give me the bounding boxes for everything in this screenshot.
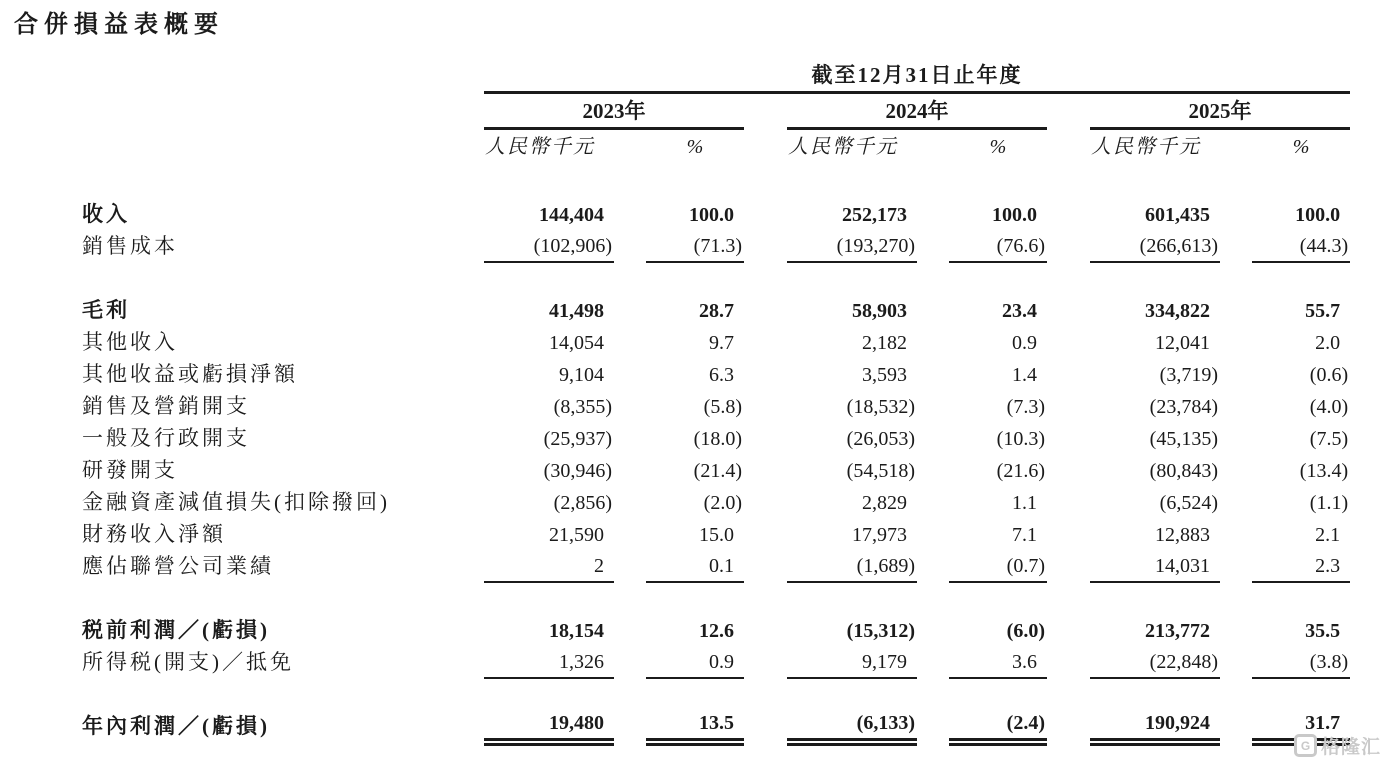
table-row (82, 518, 1350, 550)
amount-cell: 601,435 (1145, 204, 1210, 226)
percent-cell: (76.6) (949, 230, 1047, 262)
percent-cell: (4.0) (1309, 396, 1349, 418)
amount-cell: 12,041 (1155, 332, 1210, 354)
column-gap (1220, 358, 1252, 390)
table-row (82, 294, 1350, 326)
column-gap (1047, 710, 1090, 742)
unit-label: 人民幣千元 (1091, 136, 1201, 158)
amount-cell: (18,532) (846, 396, 915, 418)
row-label: 應佔聯營公司業績 (82, 554, 274, 578)
percent-cell: 2.3 (1252, 550, 1350, 582)
percent-cell: (2.0) (703, 492, 742, 514)
amount-cell: (266,613) (1090, 230, 1220, 262)
column-gap (744, 710, 787, 742)
percent-cell: (18.0) (693, 428, 742, 450)
percent-cell: 31.7 (1252, 710, 1350, 742)
column-gap (744, 326, 787, 358)
unit-label: 人民幣千元 (485, 136, 595, 158)
table-row (82, 358, 1350, 390)
amount-cell: (45,135) (1149, 428, 1218, 450)
spacer-row (82, 262, 1350, 294)
column-gap (1047, 422, 1090, 454)
percent-cell: 28.7 (699, 300, 734, 322)
table-row (82, 198, 1350, 230)
amount-cell: (25,937) (543, 428, 612, 450)
column-gap (1220, 646, 1252, 678)
column-gap (917, 230, 949, 262)
amount-cell: 2 (484, 550, 614, 582)
column-gap (744, 614, 787, 646)
percent-cell: (2.4) (949, 710, 1047, 742)
column-gap (614, 230, 646, 262)
amount-cell: 41,498 (549, 300, 604, 322)
year-header-row (82, 92, 1350, 128)
spacer-row (82, 160, 1350, 198)
column-gap (614, 198, 646, 230)
amount-cell: 1,326 (484, 646, 614, 678)
column-gap (1047, 390, 1090, 422)
percent-cell: (21.4) (693, 460, 742, 482)
column-gap (917, 128, 949, 160)
column-gap (917, 710, 949, 742)
empty-cell (82, 92, 484, 128)
column-gap (614, 326, 646, 358)
column-gap (1047, 128, 1090, 160)
percent-cell: 35.5 (1305, 620, 1341, 642)
percent-cell: 100.0 (689, 204, 734, 226)
amount-cell: 9,179 (787, 646, 917, 678)
column-gap (917, 486, 949, 518)
amount-cell: 144,404 (539, 204, 604, 226)
column-gap (1220, 550, 1252, 582)
percent-cell: 12.6 (699, 620, 734, 642)
column-gap (917, 614, 949, 646)
column-gap (1220, 454, 1252, 486)
percent-cell: 3.6 (949, 646, 1047, 678)
row-label: 研發開支 (82, 458, 178, 482)
amount-cell: 334,822 (1145, 300, 1210, 322)
column-gap (1047, 198, 1090, 230)
percent-cell: 6.3 (709, 364, 734, 386)
column-gap (1220, 128, 1252, 160)
percent-cell: (6.0) (1006, 620, 1045, 642)
column-gap (917, 198, 949, 230)
amount-cell: 9,104 (559, 364, 604, 386)
column-gap (744, 454, 787, 486)
amount-cell: (80,843) (1149, 460, 1218, 482)
column-gap (917, 550, 949, 582)
amount-cell: 18,154 (549, 620, 604, 642)
amount-cell: 14,031 (1090, 550, 1220, 582)
column-gap (1047, 326, 1090, 358)
amount-cell: 213,772 (1145, 620, 1210, 642)
unit-header-row (82, 128, 1350, 160)
percent-cell: 23.4 (1002, 300, 1037, 322)
percent-cell: 13.5 (646, 710, 744, 742)
column-gap (614, 128, 646, 160)
column-gap (917, 646, 949, 678)
column-gap (1220, 486, 1252, 518)
column-gap (1220, 230, 1252, 262)
table-row (82, 646, 1350, 678)
table-row (82, 390, 1350, 422)
column-gap (744, 198, 787, 230)
percent-cell: 9.7 (709, 332, 734, 354)
gelonghui-logo-text: 格隆汇 (1320, 737, 1381, 758)
column-gap (917, 294, 949, 326)
amount-cell: 3,593 (862, 364, 907, 386)
gelonghui-logo-icon: G (1294, 734, 1317, 757)
row-label: 財務收入淨額 (82, 522, 226, 546)
column-gap (1047, 294, 1090, 326)
amount-cell: (102,906) (484, 230, 614, 262)
unit-label: 人民幣千元 (788, 136, 898, 158)
percent-label: % (989, 136, 1007, 158)
table-row (82, 454, 1350, 486)
amount-cell: 21,590 (549, 524, 604, 546)
empty-cell (82, 56, 484, 92)
amount-cell: (22,848) (1090, 646, 1220, 678)
table-row (82, 422, 1350, 454)
column-gap (1220, 326, 1252, 358)
table-row (82, 614, 1350, 646)
column-gap (614, 358, 646, 390)
column-gap (744, 550, 787, 582)
percent-cell: 2.1 (1315, 524, 1341, 546)
column-gap (614, 454, 646, 486)
column-gap (614, 614, 646, 646)
amount-cell: (8,355) (553, 396, 612, 418)
column-gap (744, 358, 787, 390)
column-gap (744, 518, 787, 550)
percent-label: % (686, 136, 704, 158)
table-row (82, 486, 1350, 518)
empty-cell (82, 678, 1350, 710)
column-gap (1220, 294, 1252, 326)
amount-cell: 2,182 (862, 332, 907, 354)
percent-cell: 0.9 (1012, 332, 1037, 354)
column-gap (744, 294, 787, 326)
year-header-2024: 2024年 (787, 92, 1047, 128)
column-gap (614, 486, 646, 518)
column-gap (1047, 230, 1090, 262)
percent-cell: 0.1 (646, 550, 744, 582)
empty-cell (82, 128, 484, 160)
column-gap (1047, 614, 1090, 646)
percent-cell: (44.3) (1252, 230, 1350, 262)
year-header-2025: 2025年 (1090, 92, 1350, 128)
page-title: 合併損益表概要 (14, 12, 224, 38)
amount-cell: 17,973 (852, 524, 907, 546)
row-label: 金融資產減值損失(扣除撥回) (82, 490, 390, 514)
percent-cell: (7.5) (1309, 428, 1349, 450)
amount-cell: (1,689) (787, 550, 917, 582)
amount-cell: (26,053) (846, 428, 915, 450)
column-gap (917, 390, 949, 422)
column-gap (1047, 518, 1090, 550)
percent-cell: (21.6) (996, 460, 1045, 482)
column-gap (1220, 422, 1252, 454)
amount-cell: 12,883 (1155, 524, 1210, 546)
percent-cell: 2.0 (1315, 332, 1341, 354)
empty-cell (82, 262, 1350, 294)
percent-cell: (3.8) (1252, 646, 1350, 678)
percent-cell: 100.0 (1295, 204, 1341, 226)
column-gap (614, 646, 646, 678)
amount-cell: (23,784) (1149, 396, 1218, 418)
amount-cell: (6,133) (787, 710, 917, 742)
column-gap (744, 486, 787, 518)
column-gap (744, 230, 787, 262)
percent-cell: 1.1 (1012, 492, 1037, 514)
period-header-row (82, 56, 1350, 92)
percent-label: % (1292, 136, 1310, 158)
amount-cell: (54,518) (846, 460, 915, 482)
percent-cell: (7.3) (1006, 396, 1045, 418)
column-gap (744, 92, 787, 128)
table-row (82, 326, 1350, 358)
row-label: 其他收益或虧損淨額 (82, 362, 298, 386)
table-row (82, 230, 1350, 262)
column-gap (1220, 198, 1252, 230)
amount-cell: 14,054 (549, 332, 604, 354)
column-gap (1047, 646, 1090, 678)
amount-cell: 252,173 (842, 204, 907, 226)
percent-cell: (1.1) (1309, 492, 1349, 514)
percent-cell: (0.7) (949, 550, 1047, 582)
column-gap (1047, 454, 1090, 486)
amount-cell: 190,924 (1090, 710, 1220, 742)
amount-cell: (193,270) (787, 230, 917, 262)
amount-cell: (30,946) (543, 460, 612, 482)
row-label: 年內利潤／(虧損) (82, 714, 270, 738)
row-label: 收入 (82, 202, 130, 226)
column-gap (1220, 614, 1252, 646)
income-statement-table (82, 56, 1350, 746)
percent-cell: (71.3) (646, 230, 744, 262)
column-gap (614, 294, 646, 326)
percent-cell: 100.0 (992, 204, 1037, 226)
percent-cell: 1.4 (1012, 364, 1037, 386)
row-label: 銷售及營銷開支 (82, 394, 250, 418)
column-gap (1047, 550, 1090, 582)
year-header-2023: 2023年 (484, 92, 744, 128)
column-gap (1047, 486, 1090, 518)
period-header: 截至12月31日止年度 (484, 56, 1350, 92)
amount-cell: (3,719) (1159, 364, 1218, 386)
amount-cell: (15,312) (846, 620, 915, 642)
column-gap (614, 422, 646, 454)
column-gap (917, 326, 949, 358)
column-gap (614, 550, 646, 582)
percent-cell: (5.8) (703, 396, 742, 418)
amount-cell: (6,524) (1159, 492, 1218, 514)
percent-cell: 0.9 (646, 646, 744, 678)
empty-cell (82, 160, 1350, 198)
row-label: 一般及行政開支 (82, 426, 250, 450)
percent-cell: 55.7 (1305, 300, 1341, 322)
column-gap (1047, 92, 1090, 128)
row-label: 税前利潤／(虧損) (82, 618, 270, 642)
percent-cell: (0.6) (1309, 364, 1349, 386)
amount-cell: (2,856) (553, 492, 612, 514)
table-row (82, 710, 1350, 742)
column-gap (614, 518, 646, 550)
percent-cell: (10.3) (996, 428, 1045, 450)
column-gap (744, 422, 787, 454)
column-gap (614, 390, 646, 422)
column-gap (917, 358, 949, 390)
column-gap (744, 128, 787, 160)
row-label: 所得税(開支)／抵免 (82, 650, 294, 674)
row-label: 銷售成本 (82, 234, 178, 258)
column-gap (917, 454, 949, 486)
column-gap (917, 518, 949, 550)
amount-cell: 2,829 (862, 492, 907, 514)
column-gap (744, 390, 787, 422)
row-label: 其他收入 (82, 330, 178, 354)
percent-cell: 15.0 (699, 524, 734, 546)
gelonghui-watermark (1294, 732, 1381, 759)
column-gap (1220, 390, 1252, 422)
empty-cell (82, 582, 1350, 614)
column-gap (1047, 358, 1090, 390)
column-gap (917, 422, 949, 454)
column-gap (1220, 518, 1252, 550)
amount-cell: 19,480 (484, 710, 614, 742)
column-gap (744, 646, 787, 678)
column-gap (1220, 710, 1252, 742)
table-row (82, 550, 1350, 582)
spacer-row (82, 582, 1350, 614)
percent-cell: 7.1 (1012, 524, 1037, 546)
column-gap (614, 710, 646, 742)
row-label: 毛利 (82, 298, 130, 322)
percent-cell: (13.4) (1299, 460, 1349, 482)
spacer-row (82, 678, 1350, 710)
amount-cell: 58,903 (852, 300, 907, 322)
